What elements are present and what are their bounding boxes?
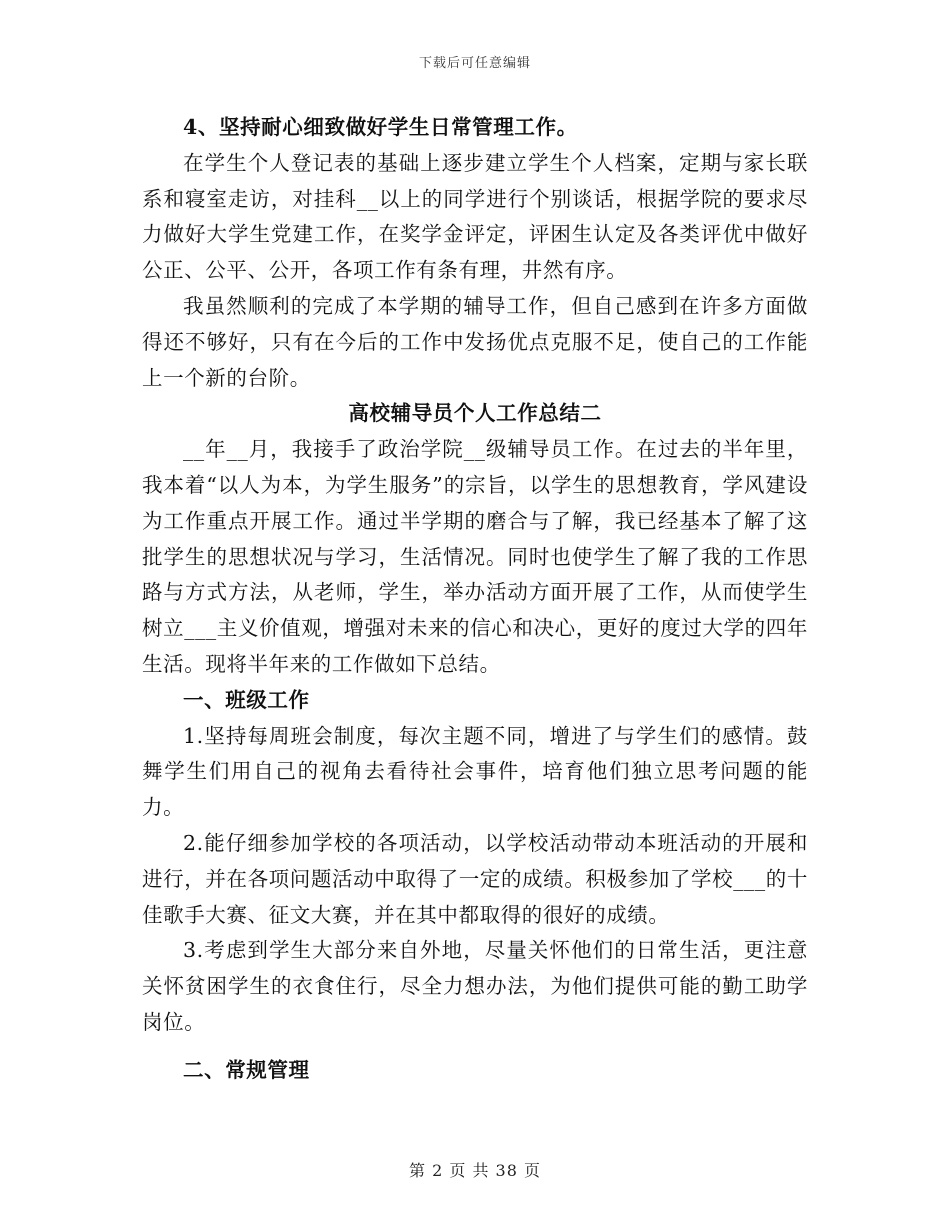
section-title: 高校辅导员个人工作总结二 bbox=[348, 401, 602, 426]
paragraph-2: 我虽然顺利的完成了本学期的辅导工作，但自己感到在许多方面做得还不够好，只有在今后的工作中发扬优点克服不足，使自己的工作能上一个新的台阶。 bbox=[142, 293, 808, 390]
header-note: 下载后可任意编辑 bbox=[418, 56, 531, 71]
list-item-2: 2.能仔细参加学校的各项活动，以学校活动带动本班活动的开展和进行，并在各项问题活动中取得了一定的成绩。积极参加了学校___的十佳歌手大赛、征文大赛，并在其中都取得的很好的成绩。 bbox=[142, 830, 808, 927]
heading-4: 4、坚持耐心细致做好学生日常管理工作。 bbox=[183, 115, 578, 139]
document-body bbox=[142, 110, 808, 1089]
heading-class-work: 一、班级工作 bbox=[183, 687, 310, 712]
list-item-1: 1.坚持每周班会制度，每次主题不同，增进了与学生们的感情。鼓舞学生们用自己的视角去看待社会事件，培育他们独立思考问题的能力。 bbox=[142, 723, 808, 820]
page-footer: 第 2 页 共 38 页 bbox=[409, 1161, 541, 1180]
heading-routine-management: 二、常规管理 bbox=[183, 1057, 310, 1082]
list-item-3: 3.考虑到学生大部分来自外地，尽量关怀他们的日常生活，更注意关怀贫困学生的衣食住行，尽全力想办法，为他们提供可能的勤工助学岗位。 bbox=[142, 938, 808, 1034]
paragraph-1: 在学生个人登记表的基础上逐步建立学生个人档案，定期与家长联系和寝室走访，对挂科__以上的同学进行个别谈话，根据学院的要求尽力做好大学生党建工作，在奖学金评定，评困生认定及各类评优中做好公正、公平、公开，各项工作有条有理，井然有序。 bbox=[142, 150, 808, 283]
paragraph-3: __年__月，我接手了政治学院__级辅导员工作。在过去的半年里，我本着“以人为本，为学生服务”的宗旨，以学生的思想教育，学风建设为工作重点开展工作。通过半学期的磨合与了解，我已经基本了解了这批学生的思想状况与学习，生活情况。同时也使学生了解了我的工作思路与方式方法，从老师，学生，举办活动方面开展了工作，从而使学生树立___主义价值观，增强对未来的信心和决心，更好的度过大学的四年生活。现将半年来的工作做如下总结。 bbox=[142, 437, 808, 676]
